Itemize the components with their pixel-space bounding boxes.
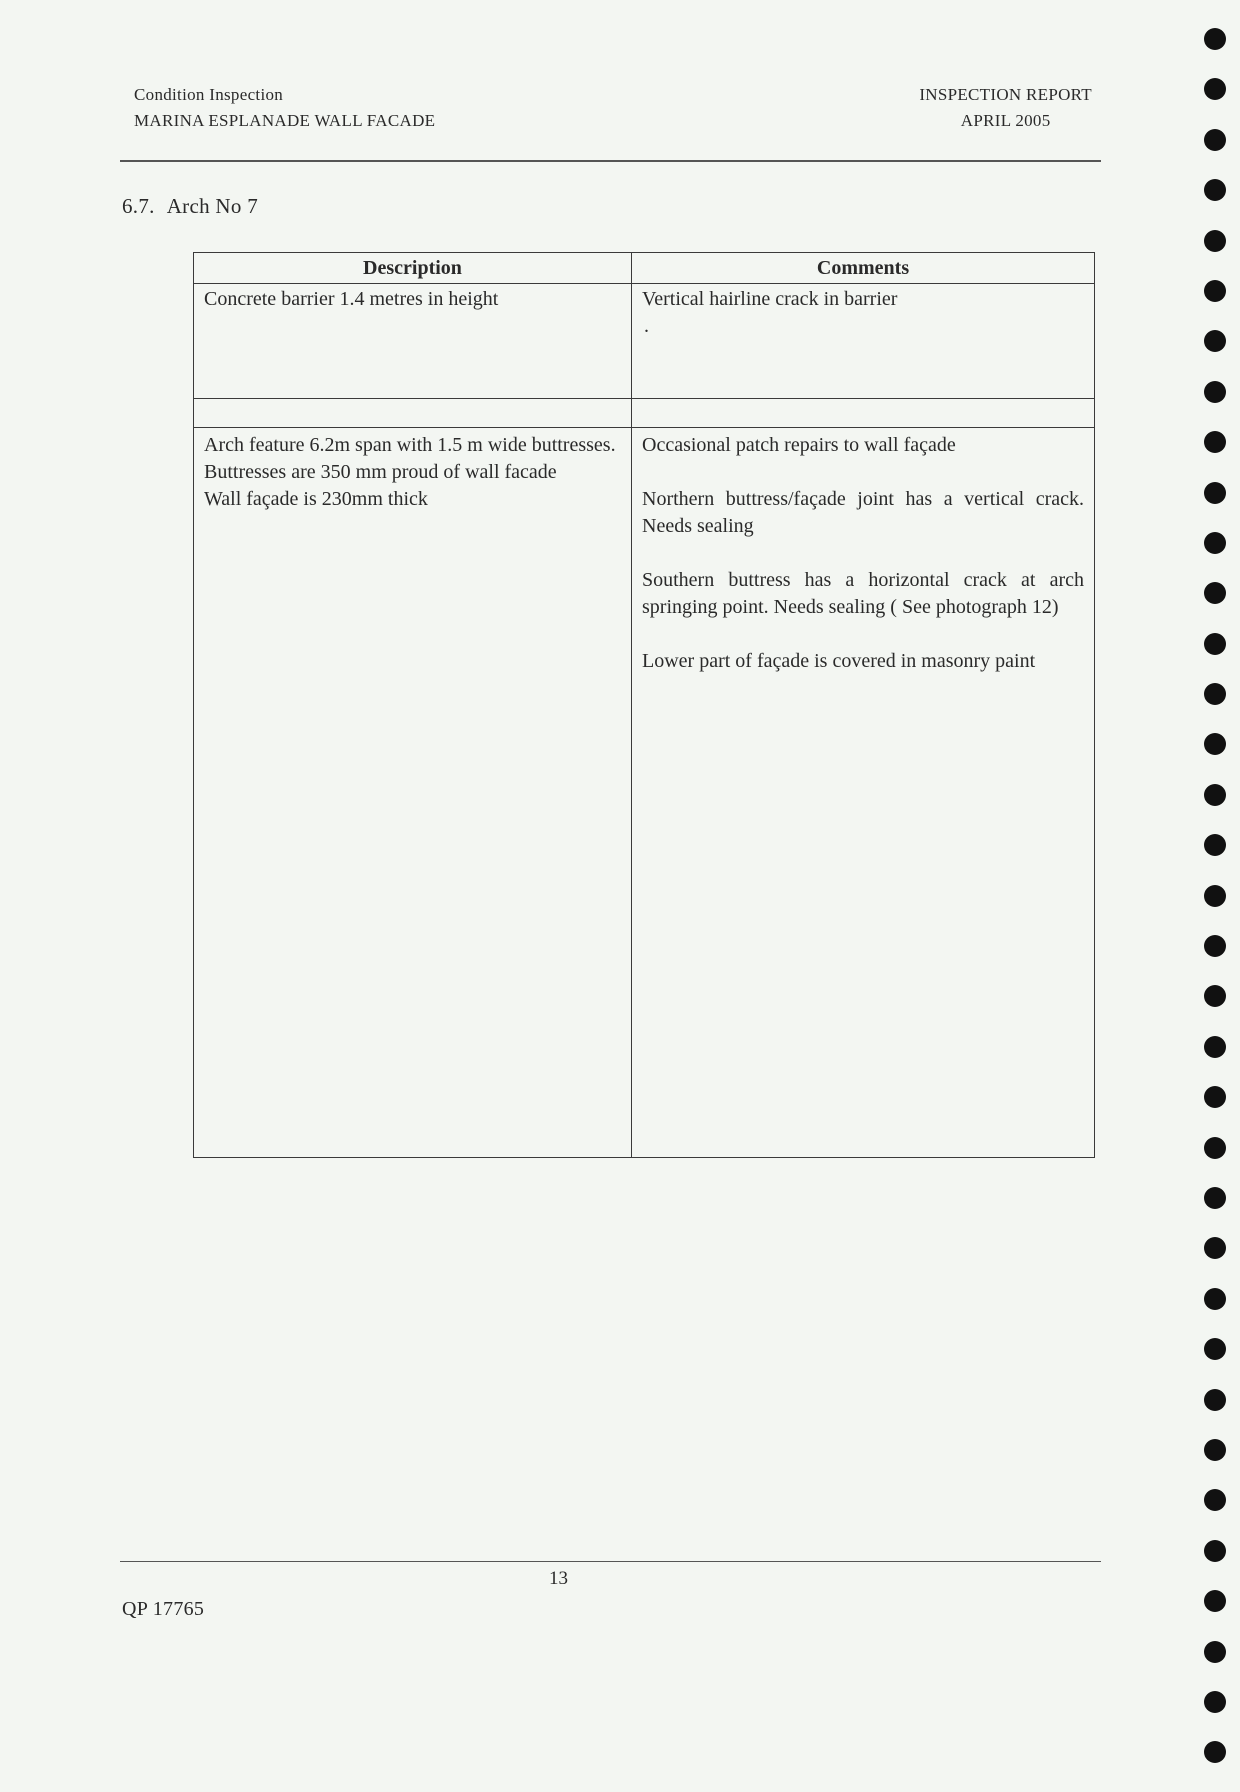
- header-divider: [120, 160, 1101, 162]
- description-cell: [194, 428, 632, 1158]
- header-date: APRIL 2005: [960, 111, 1051, 130]
- binding-hole-icon: [1204, 985, 1226, 1007]
- binding-strip: [1204, 28, 1230, 1792]
- binding-hole-icon: [1204, 1641, 1226, 1663]
- description-text: Concrete barrier 1.4 metres in height: [204, 288, 499, 310]
- header-right: [919, 82, 1092, 134]
- comments-cell: [632, 284, 1095, 399]
- inspection-table: [193, 252, 1095, 1158]
- comment-text: Occasional patch repairs to wall façade: [642, 434, 956, 456]
- binding-hole-icon: [1204, 330, 1226, 352]
- binding-hole-icon: [1204, 1489, 1226, 1511]
- comment-text: Vertical hairline crack in barrier: [642, 288, 898, 310]
- binding-hole-icon: [1204, 1086, 1226, 1108]
- binding-hole-icon: [1204, 280, 1226, 302]
- binding-hole-icon: [1204, 885, 1226, 907]
- binding-hole-icon: [1204, 1137, 1226, 1159]
- binding-hole-icon: [1204, 482, 1226, 504]
- binding-hole-icon: [1204, 431, 1226, 453]
- comment-text: Northern buttress/façade joint has a vertical crack. Needs sealing: [642, 488, 1084, 537]
- binding-hole-icon: [1204, 582, 1226, 604]
- section-number: 6.7.: [122, 194, 155, 218]
- description-cell: [194, 284, 632, 399]
- column-header-description: Description: [194, 253, 632, 284]
- header-report-type: INSPECTION REPORT: [919, 85, 1092, 104]
- binding-hole-icon: [1204, 78, 1226, 100]
- binding-hole-icon: [1204, 129, 1226, 151]
- table-row: [194, 428, 1095, 1158]
- comment-text: Lower part of façade is covered in masonry paint: [642, 650, 1036, 672]
- header-subtitle: Condition Inspection: [134, 85, 284, 104]
- description-text: Wall façade is 230mm thick: [204, 488, 428, 510]
- binding-hole-icon: [1204, 1590, 1226, 1612]
- binding-hole-icon: [1204, 935, 1226, 957]
- binding-hole-icon: [1204, 179, 1226, 201]
- binding-hole-icon: [1204, 1741, 1226, 1763]
- page-number: 13: [549, 1568, 568, 1589]
- binding-hole-icon: [1204, 834, 1226, 856]
- binding-hole-icon: [1204, 28, 1226, 50]
- binding-hole-icon: [1204, 733, 1226, 755]
- binding-hole-icon: [1204, 1338, 1226, 1360]
- footer-divider: [120, 1561, 1101, 1562]
- table-row-empty: [194, 399, 1095, 428]
- section-title: Arch No 7: [166, 194, 259, 218]
- description-text: Arch feature 6.2m span with 1.5 m wide buttresses. Buttresses are 350 mm proud of wall facade: [204, 434, 616, 483]
- binding-hole-icon: [1204, 1187, 1226, 1209]
- comment-text: Southern buttress has a horizontal crack at arch springing point. Needs sealing ( See photograph 12): [642, 569, 1084, 618]
- description-cell-empty: [194, 399, 632, 428]
- binding-hole-icon: [1204, 230, 1226, 252]
- binding-hole-icon: [1204, 381, 1226, 403]
- comments-cell-empty: [632, 399, 1095, 428]
- binding-hole-icon: [1204, 1288, 1226, 1310]
- binding-hole-icon: [1204, 1237, 1226, 1259]
- comment-mark: .: [644, 315, 649, 337]
- header-project: MARINA ESPLANADE WALL FACADE: [134, 111, 436, 130]
- section-heading: [122, 194, 258, 219]
- binding-hole-icon: [1204, 683, 1226, 705]
- table-header-row: [194, 253, 1095, 284]
- binding-hole-icon: [1204, 1691, 1226, 1713]
- column-header-comments: Comments: [632, 253, 1095, 284]
- binding-hole-icon: [1204, 784, 1226, 806]
- binding-hole-icon: [1204, 1389, 1226, 1411]
- document-reference: QP 17765: [122, 1598, 205, 1620]
- binding-hole-icon: [1204, 532, 1226, 554]
- header-left: [134, 82, 435, 134]
- table-row: [194, 284, 1095, 399]
- binding-hole-icon: [1204, 1540, 1226, 1562]
- comments-cell: [632, 428, 1095, 1158]
- binding-hole-icon: [1204, 633, 1226, 655]
- binding-hole-icon: [1204, 1036, 1226, 1058]
- binding-hole-icon: [1204, 1439, 1226, 1461]
